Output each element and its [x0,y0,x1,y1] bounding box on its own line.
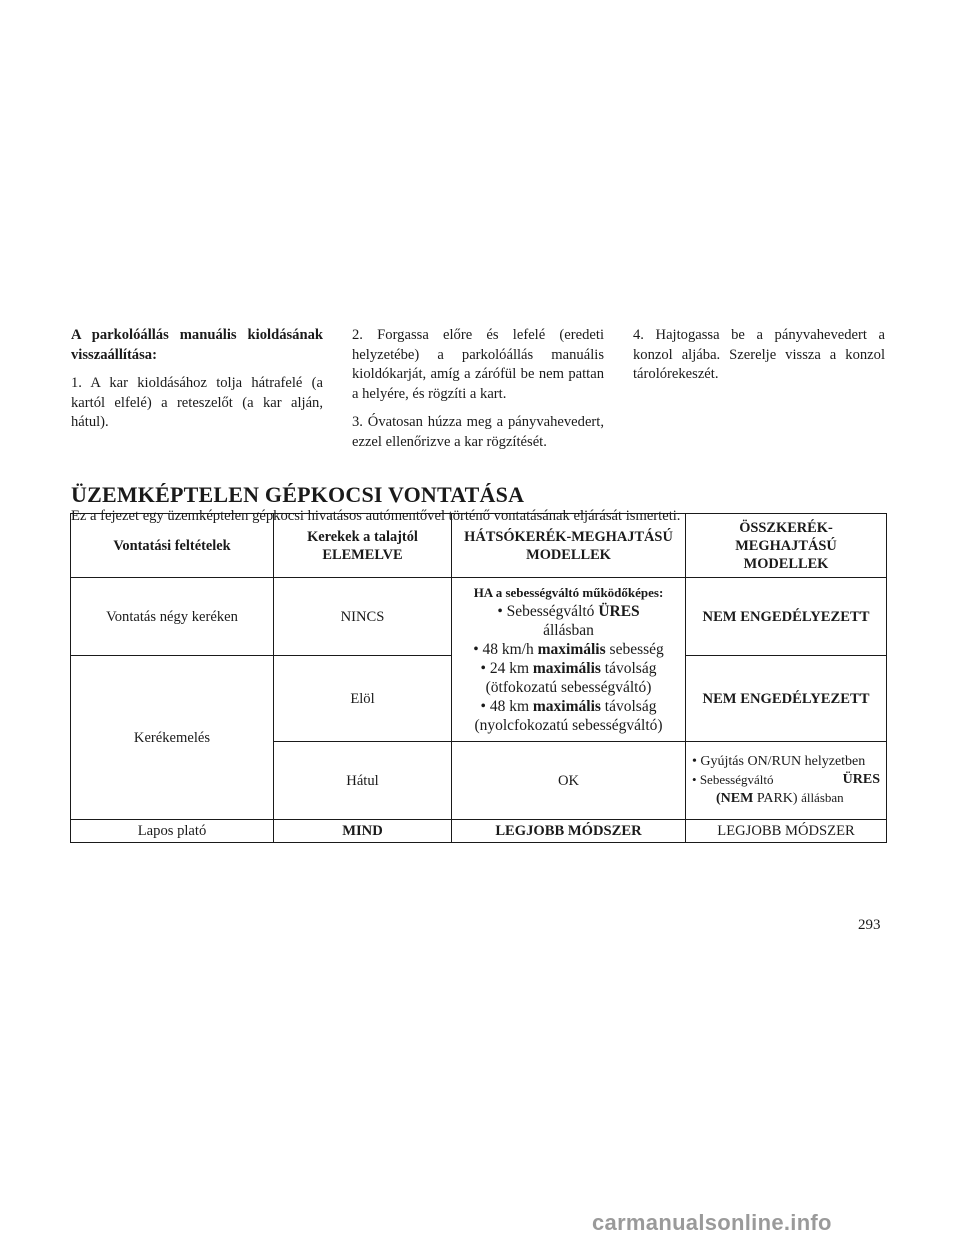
cell-condition: Kerékemelés [71,656,274,820]
rwd-l3-b: maximális [532,660,601,677]
awd-b1-text: Gyújtás ON/RUN helyzetben [700,754,866,769]
rwd-l1-c: állásban [543,622,594,639]
cell-awd: NEM ENGEDÉLYEZETT [686,656,887,742]
header-conditions: Vontatási feltételek [71,514,274,578]
cell-awd-list [686,742,887,820]
release-reset-heading: A parkolóállás manuális kioldásának visszaállítása: [71,327,323,363]
rwd-l4-b: maximális [532,698,601,715]
cell-lifted: MIND [274,820,452,843]
header-rwd: HÁTSÓKERÉK-MEGHAJTÁSÚ MODELLEK [452,514,686,578]
awd-bullet-2: • Sebességváltó ÜRES [692,772,880,787]
table-row [71,578,887,656]
awd-bullet-2-cont [692,789,880,808]
cell-lifted: NINCS [274,578,452,656]
rwd-line-2 [458,640,679,659]
cell-rwd: OK [452,742,686,820]
rwd-l2-c: sebesség [609,641,664,658]
cell-rwd: LEGJOBB MÓDSZER [452,820,686,843]
awd-b2-b: ÜRES [842,772,880,787]
cell-lifted: Elöl [274,656,452,742]
column-2 [352,326,604,461]
step-2: 2. Forgassa előre és lefelé (eredeti helyzetébe) a parkolóállás manuális kioldókarját, amíg a zárófül be nem pattan a helyére, és rögzíti a kart. [352,327,604,402]
watermark-logo: carmanualsonline.info [592,1210,832,1235]
step-4: 4. Hajtogassa be a pányvahevedert a konzol aljába. Szerelje vissza a konzol tárolórekeszét. [633,327,885,382]
step-1: 1. A kar kioldásához tolja hátrafelé (a kartól elfelé) a reteszelőt (a kar alján, hátul). [71,375,323,430]
page-number: 293 [858,917,881,933]
table-row [71,820,887,843]
rwd-l1-a: • Sebességváltó [497,603,595,620]
awd-b2-a: Sebességváltó [699,772,774,787]
rwd-l3-d: (ötfokozatú sebességváltó) [485,679,652,696]
rwd-intro: HA a sebességváltó működőképes: [473,585,664,600]
rwd-l3-c: távolság [604,660,657,677]
column-1 [71,326,323,461]
rwd-l4-c: távolság [604,698,657,715]
step-3: 3. Óvatosan húzza meg a pányvahevedert, ezzel ellenőrizve a kar rögzítését. [352,414,604,450]
towing-table [70,513,887,843]
cell-condition: Lapos plató [71,820,274,843]
column-3 [633,326,885,461]
rwd-l1-b: ÜRES [598,603,640,620]
rwd-line-1 [458,602,679,640]
cell-awd: LEGJOBB MÓDSZER [686,820,887,843]
awd-b2-c: (NEM [716,791,754,806]
header-lifted: Kerekek a talajtól ELEMELVE [274,514,452,578]
awd-b2-e: állásban [801,790,844,805]
cell-awd: NEM ENGEDÉLYEZETT [686,578,887,656]
cell-lifted: Hátul [274,742,452,820]
rwd-l3-a: • 24 km [480,660,530,677]
section-title: ÜZEMKÉPTELEN GÉPKOCSI VONTATÁSA [71,482,525,507]
rwd-l2-b: maximális [537,641,606,658]
awd-b2-d: PARK) [756,791,798,806]
section-intro: Ez a fejezet egy üzemképtelen gépkocsi hivatásos autómentővel történő vontatásának eljárását ismerteti. [71,508,681,524]
table-header-row [71,514,887,578]
rwd-l4-a: • 48 km [480,698,530,715]
cell-condition: Vontatás négy keréken [71,578,274,656]
rwd-line-3 [458,659,679,697]
header-awd: ÖSSZKERÉK-MEGHAJTÁSÚ MODELLEK [686,514,887,578]
rwd-line-4 [458,697,679,735]
rwd-l4-d: (nyolcfokozatú sebességváltó) [474,717,663,734]
instruction-columns [71,326,885,461]
awd-bullet-1: • Gyújtás ON/RUN helyzetben [692,754,866,769]
cell-rwd-merged [452,578,686,742]
rwd-l2-a: • 48 km/h [473,641,534,658]
